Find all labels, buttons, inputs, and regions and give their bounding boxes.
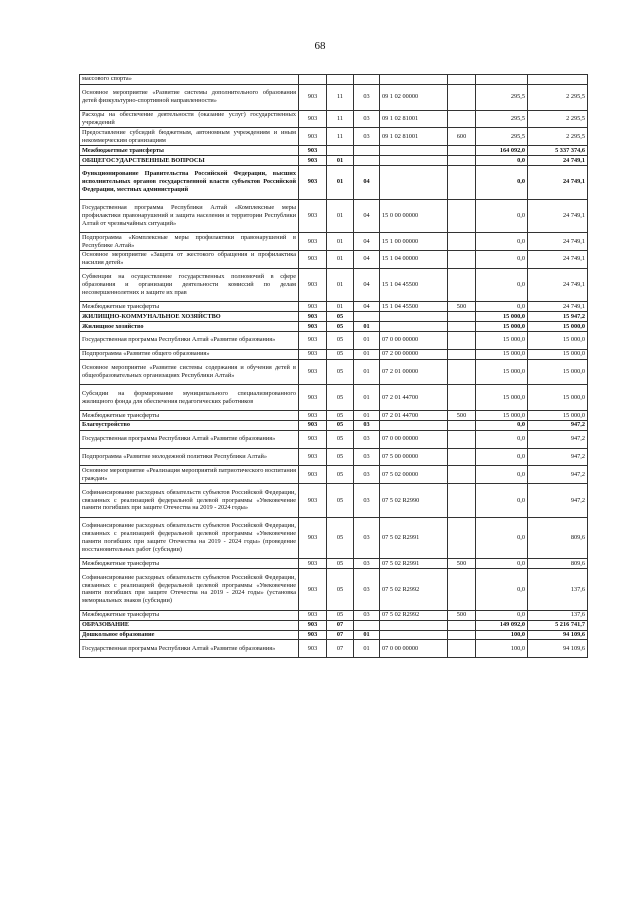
- section-code-cell: 01: [327, 165, 354, 199]
- subsection-code-cell: 01: [354, 359, 380, 385]
- budget-table-body: [80, 75, 588, 658]
- row-name-cell: Основное мероприятие «Защита от жестокого обращения и профилактика насилия детей»: [80, 250, 299, 268]
- ministry-code-cell: 903: [299, 448, 327, 466]
- expense-type-cell: [448, 84, 476, 110]
- section-code-cell: 11: [327, 110, 354, 128]
- target-article-cell: 07 5 02 R2992: [380, 569, 448, 611]
- section-code-cell: 01: [327, 302, 354, 312]
- section-code-cell: 11: [327, 128, 354, 146]
- row-name-cell: Государственная программа Республики Алтай «Развитие образования»: [80, 640, 299, 658]
- expense-type-cell: [448, 385, 476, 411]
- expense-type-cell: [448, 630, 476, 640]
- subsection-code-cell: 04: [354, 302, 380, 312]
- row-name-cell: Основное мероприятие «Развитие системы дополнительного образования детей физкультурно-спортивной направленности»: [80, 84, 299, 110]
- expense-type-cell: [448, 466, 476, 484]
- subsection-code-cell: 03: [354, 484, 380, 518]
- ministry-code-cell: 903: [299, 165, 327, 199]
- table-row: [80, 620, 588, 630]
- amount-change-cell: 0,0: [476, 268, 528, 302]
- expense-type-cell: [448, 569, 476, 611]
- section-code-cell: [327, 146, 354, 156]
- expense-type-cell: [448, 250, 476, 268]
- subsection-code-cell: 04: [354, 199, 380, 233]
- section-code-cell: 11: [327, 84, 354, 110]
- subsection-code-cell: 03: [354, 84, 380, 110]
- subsection-code-cell: 03: [354, 128, 380, 146]
- target-article-cell: [380, 75, 448, 85]
- amount-total-cell: 15 000,0: [528, 322, 588, 332]
- amount-change-cell: 100,0: [476, 630, 528, 640]
- amount-total-cell: 2 295,5: [528, 110, 588, 128]
- section-code-cell: 01: [327, 156, 354, 166]
- amount-change-cell: 0,0: [476, 420, 528, 430]
- ministry-code-cell: 903: [299, 250, 327, 268]
- section-code-cell: 05: [327, 559, 354, 569]
- section-code-cell: 01: [327, 233, 354, 251]
- row-name-cell: ОБРАЗОВАНИЕ: [80, 620, 299, 630]
- subsection-code-cell: 03: [354, 110, 380, 128]
- row-name-cell: Софинансирование расходных обязательств субъектов Российской Федерации, связанных с реализацией федеральной целевой программы «Увековечение памяти погибших при защите Отечества на 2019 - 2024 годы» (проведение восстановительных работ (субсидии): [80, 517, 299, 559]
- table-row: [80, 302, 588, 312]
- target-article-cell: 07 5 02 R2992: [380, 610, 448, 620]
- ministry-code-cell: 903: [299, 312, 327, 322]
- amount-change-cell: 0,0: [476, 559, 528, 569]
- table-row: [80, 156, 588, 166]
- table-row: [80, 610, 588, 620]
- expense-type-cell: [448, 312, 476, 322]
- table-row: [80, 448, 588, 466]
- amount-change-cell: 0,0: [476, 448, 528, 466]
- amount-total-cell: 24 749,1: [528, 302, 588, 312]
- table-row: [80, 569, 588, 611]
- row-name-cell: Софинансирование расходных обязательств субъектов Российской Федерации, связанных с реализацией федеральной целевой программы «Увековечение памяти погибших при защите Отечества на 2019 - 2024 годы» (установка мемориальных знаков (субсидии): [80, 569, 299, 611]
- amount-total-cell: 947,2: [528, 466, 588, 484]
- amount-total-cell: 5 337 374,6: [528, 146, 588, 156]
- section-code-cell: 05: [327, 332, 354, 350]
- target-article-cell: 15 1 04 45500: [380, 268, 448, 302]
- ministry-code-cell: 903: [299, 517, 327, 559]
- row-name-cell: массового спорта»: [80, 75, 299, 85]
- expense-type-cell: [448, 484, 476, 518]
- ministry-code-cell: 903: [299, 420, 327, 430]
- amount-total-cell: 24 749,1: [528, 233, 588, 251]
- row-name-cell: ОБЩЕГОСУДАРСТВЕННЫЕ ВОПРОСЫ: [80, 156, 299, 166]
- table-row: [80, 250, 588, 268]
- amount-change-cell: 0,0: [476, 569, 528, 611]
- subsection-code-cell: 01: [354, 640, 380, 658]
- table-row: [80, 430, 588, 448]
- target-article-cell: 09 1 02 81001: [380, 110, 448, 128]
- expense-type-cell: [448, 640, 476, 658]
- table-row: [80, 359, 588, 385]
- ministry-code-cell: 903: [299, 411, 327, 421]
- amount-change-cell: 0,0: [476, 233, 528, 251]
- row-name-cell: Государственная программа Республики Алтай «Развитие образования»: [80, 332, 299, 350]
- row-name-cell: Межбюджетные трансферты: [80, 302, 299, 312]
- row-name-cell: Расходы на обеспечение деятельности (оказание услуг) государственных учреждений: [80, 110, 299, 128]
- budget-table: [79, 74, 588, 658]
- amount-total-cell: 137,6: [528, 610, 588, 620]
- table-row: [80, 517, 588, 559]
- ministry-code-cell: 903: [299, 349, 327, 359]
- amount-total-cell: 2 295,5: [528, 128, 588, 146]
- row-name-cell: Государственная программа Республики Алтай «Развитие образования»: [80, 430, 299, 448]
- amount-total-cell: 5 216 741,7: [528, 620, 588, 630]
- table-row: [80, 640, 588, 658]
- section-code-cell: 07: [327, 620, 354, 630]
- section-code-cell: 05: [327, 420, 354, 430]
- ministry-code-cell: 903: [299, 466, 327, 484]
- amount-change-cell: 0,0: [476, 250, 528, 268]
- amount-change-cell: 15 000,0: [476, 359, 528, 385]
- subsection-code-cell: 01: [354, 332, 380, 350]
- row-name-cell: Дошкольное образование: [80, 630, 299, 640]
- section-code-cell: 01: [327, 268, 354, 302]
- expense-type-cell: [448, 165, 476, 199]
- amount-change-cell: 295,5: [476, 110, 528, 128]
- amount-total-cell: 24 749,1: [528, 250, 588, 268]
- target-article-cell: 07 2 01 00000: [380, 359, 448, 385]
- table-row: [80, 128, 588, 146]
- table-row: [80, 385, 588, 411]
- section-code-cell: 05: [327, 312, 354, 322]
- section-code-cell: 05: [327, 411, 354, 421]
- ministry-code-cell: 903: [299, 385, 327, 411]
- target-article-cell: 07 5 00 00000: [380, 448, 448, 466]
- expense-type-cell: 500: [448, 411, 476, 421]
- amount-change-cell: 15 000,0: [476, 322, 528, 332]
- table-row: [80, 165, 588, 199]
- row-name-cell: Межбюджетные трансферты: [80, 559, 299, 569]
- subsection-code-cell: 04: [354, 165, 380, 199]
- target-article-cell: 07 2 01 44700: [380, 385, 448, 411]
- target-article-cell: 15 1 00 00000: [380, 233, 448, 251]
- row-name-cell: Предоставление субсидий бюджетным, автономным учреждениям и иным некоммерческим организациям: [80, 128, 299, 146]
- amount-total-cell: 24 749,1: [528, 156, 588, 166]
- amount-change-cell: 15 000,0: [476, 385, 528, 411]
- target-article-cell: 07 0 00 00000: [380, 640, 448, 658]
- amount-total-cell: 809,6: [528, 517, 588, 559]
- amount-change-cell: 15 000,0: [476, 312, 528, 322]
- amount-total-cell: 947,2: [528, 484, 588, 518]
- amount-total-cell: 15 000,0: [528, 349, 588, 359]
- ministry-code-cell: 903: [299, 146, 327, 156]
- section-code-cell: [327, 75, 354, 85]
- target-article-cell: [380, 312, 448, 322]
- amount-change-cell: 15 000,0: [476, 332, 528, 350]
- target-article-cell: 09 1 02 81001: [380, 128, 448, 146]
- subsection-code-cell: [354, 312, 380, 322]
- table-row: [80, 420, 588, 430]
- table-row: [80, 199, 588, 233]
- section-code-cell: 05: [327, 610, 354, 620]
- ministry-code-cell: 903: [299, 199, 327, 233]
- amount-total-cell: 947,2: [528, 430, 588, 448]
- table-row: [80, 110, 588, 128]
- expense-type-cell: [448, 332, 476, 350]
- amount-total-cell: 947,2: [528, 448, 588, 466]
- target-article-cell: 07 2 01 44700: [380, 411, 448, 421]
- row-name-cell: Межбюджетные трансферты: [80, 146, 299, 156]
- expense-type-cell: [448, 620, 476, 630]
- target-article-cell: 15 0 00 00000: [380, 199, 448, 233]
- expense-type-cell: [448, 349, 476, 359]
- amount-total-cell: 15 000,0: [528, 332, 588, 350]
- amount-change-cell: 0,0: [476, 484, 528, 518]
- ministry-code-cell: 903: [299, 630, 327, 640]
- section-code-cell: 05: [327, 359, 354, 385]
- row-name-cell: Подпрограмма «Комплексные меры профилактики правонарушений в Республике Алтай»: [80, 233, 299, 251]
- target-article-cell: 15 1 04 45500: [380, 302, 448, 312]
- subsection-code-cell: 03: [354, 610, 380, 620]
- ministry-code-cell: 903: [299, 322, 327, 332]
- expense-type-cell: [448, 448, 476, 466]
- subsection-code-cell: [354, 146, 380, 156]
- ministry-code-cell: 903: [299, 610, 327, 620]
- table-row: [80, 146, 588, 156]
- ministry-code-cell: 903: [299, 569, 327, 611]
- amount-change-cell: 100,0: [476, 640, 528, 658]
- expense-type-cell: [448, 156, 476, 166]
- amount-total-cell: 94 109,6: [528, 640, 588, 658]
- subsection-code-cell: 03: [354, 466, 380, 484]
- table-row: [80, 268, 588, 302]
- expense-type-cell: [448, 359, 476, 385]
- section-code-cell: 07: [327, 640, 354, 658]
- ministry-code-cell: 903: [299, 302, 327, 312]
- table-row: [80, 466, 588, 484]
- subsection-code-cell: 04: [354, 233, 380, 251]
- amount-change-cell: 164 092,0: [476, 146, 528, 156]
- subsection-code-cell: 01: [354, 630, 380, 640]
- ministry-code-cell: 903: [299, 110, 327, 128]
- table-row: [80, 630, 588, 640]
- row-name-cell: Межбюджетные трансферты: [80, 411, 299, 421]
- amount-change-cell: 0,0: [476, 199, 528, 233]
- subsection-code-cell: 03: [354, 569, 380, 611]
- amount-total-cell: 15 947,2: [528, 312, 588, 322]
- amount-change-cell: 0,0: [476, 610, 528, 620]
- subsection-code-cell: [354, 620, 380, 630]
- expense-type-cell: [448, 233, 476, 251]
- ministry-code-cell: 903: [299, 430, 327, 448]
- table-row: [80, 349, 588, 359]
- amount-total-cell: 809,6: [528, 559, 588, 569]
- subsection-code-cell: 04: [354, 268, 380, 302]
- target-article-cell: [380, 620, 448, 630]
- target-article-cell: [380, 420, 448, 430]
- page-number: 68: [314, 40, 326, 52]
- target-article-cell: [380, 156, 448, 166]
- subsection-code-cell: 03: [354, 559, 380, 569]
- ministry-code-cell: 903: [299, 128, 327, 146]
- amount-change-cell: 15 000,0: [476, 411, 528, 421]
- table-row: [80, 322, 588, 332]
- amount-change-cell: 0,0: [476, 517, 528, 559]
- ministry-code-cell: 903: [299, 332, 327, 350]
- section-code-cell: 05: [327, 569, 354, 611]
- target-article-cell: 07 0 00 00000: [380, 430, 448, 448]
- amount-total-cell: 24 749,1: [528, 165, 588, 199]
- section-code-cell: 05: [327, 448, 354, 466]
- subsection-code-cell: 01: [354, 411, 380, 421]
- row-name-cell: Основное мероприятие «Реализация мероприятий патриотического воспитания граждан»: [80, 466, 299, 484]
- section-code-cell: 05: [327, 517, 354, 559]
- amount-total-cell: 24 749,1: [528, 268, 588, 302]
- table-row: [80, 233, 588, 251]
- subsection-code-cell: 03: [354, 420, 380, 430]
- target-article-cell: 09 1 02 00000: [380, 84, 448, 110]
- expense-type-cell: 600: [448, 128, 476, 146]
- table-row: [80, 332, 588, 350]
- section-code-cell: 05: [327, 349, 354, 359]
- subsection-code-cell: 01: [354, 322, 380, 332]
- amount-total-cell: 137,6: [528, 569, 588, 611]
- amount-total-cell: 15 000,0: [528, 411, 588, 421]
- amount-total-cell: 2 295,5: [528, 84, 588, 110]
- ministry-code-cell: 903: [299, 268, 327, 302]
- subsection-code-cell: 03: [354, 448, 380, 466]
- expense-type-cell: [448, 322, 476, 332]
- ministry-code-cell: [299, 75, 327, 85]
- expense-type-cell: 500: [448, 559, 476, 569]
- amount-change-cell: 0,0: [476, 466, 528, 484]
- table-row: [80, 559, 588, 569]
- target-article-cell: [380, 165, 448, 199]
- amount-change-cell: 295,5: [476, 128, 528, 146]
- section-code-cell: 01: [327, 250, 354, 268]
- target-article-cell: [380, 146, 448, 156]
- expense-type-cell: [448, 146, 476, 156]
- amount-total-cell: 947,2: [528, 420, 588, 430]
- expense-type-cell: [448, 199, 476, 233]
- expense-type-cell: [448, 430, 476, 448]
- amount-total-cell: 94 109,6: [528, 630, 588, 640]
- expense-type-cell: [448, 268, 476, 302]
- amount-change-cell: 149 092,0: [476, 620, 528, 630]
- subsection-code-cell: [354, 156, 380, 166]
- amount-change-cell: [476, 75, 528, 85]
- ministry-code-cell: 903: [299, 84, 327, 110]
- amount-change-cell: 0,0: [476, 165, 528, 199]
- row-name-cell: Основное мероприятие «Развитие системы содержания и обучения детей в общеобразовательных организациях Республики Алтай»: [80, 359, 299, 385]
- section-code-cell: 05: [327, 466, 354, 484]
- amount-total-cell: 15 000,0: [528, 385, 588, 411]
- subsection-code-cell: 01: [354, 385, 380, 411]
- ministry-code-cell: 903: [299, 559, 327, 569]
- expense-type-cell: [448, 110, 476, 128]
- row-name-cell: Жилищное хозяйство: [80, 322, 299, 332]
- target-article-cell: [380, 322, 448, 332]
- subsection-code-cell: 03: [354, 430, 380, 448]
- amount-change-cell: 0,0: [476, 302, 528, 312]
- target-article-cell: 07 5 02 00000: [380, 466, 448, 484]
- amount-change-cell: 0,0: [476, 156, 528, 166]
- row-name-cell: Межбюджетные трансферты: [80, 610, 299, 620]
- row-name-cell: Субвенции на осуществление государственных полномочий в сфере образования и организации деятельности комиссий по делам несовершеннолетних и защите их прав: [80, 268, 299, 302]
- section-code-cell: 07: [327, 630, 354, 640]
- target-article-cell: 07 2 00 00000: [380, 349, 448, 359]
- table-row: [80, 312, 588, 322]
- table-row: [80, 411, 588, 421]
- row-name-cell: ЖИЛИЩНО-КОММУНАЛЬНОЕ ХОЗЯЙСТВО: [80, 312, 299, 322]
- target-article-cell: 07 5 02 R2991: [380, 517, 448, 559]
- table-row: [80, 75, 588, 85]
- expense-type-cell: [448, 420, 476, 430]
- section-code-cell: 05: [327, 484, 354, 518]
- ministry-code-cell: 903: [299, 484, 327, 518]
- row-name-cell: Государственная программа Республики Алтай «Комплексные меры профилактики правонарушений и защита населения и территории Республики Алтай от чрезвычайных ситуаций»: [80, 199, 299, 233]
- target-article-cell: [380, 630, 448, 640]
- target-article-cell: 07 0 00 00000: [380, 332, 448, 350]
- row-name-cell: Функционирование Правительства Российской Федерации, высших исполнительных органов государственной власти субъектов Российской Федерации, местных администраций: [80, 165, 299, 199]
- ministry-code-cell: 903: [299, 233, 327, 251]
- expense-type-cell: 500: [448, 610, 476, 620]
- section-code-cell: 05: [327, 430, 354, 448]
- section-code-cell: 05: [327, 385, 354, 411]
- ministry-code-cell: 903: [299, 620, 327, 630]
- amount-total-cell: 15 000,0: [528, 359, 588, 385]
- row-name-cell: Подпрограмма «Развитие молодежной политики Республики Алтай»: [80, 448, 299, 466]
- target-article-cell: 07 5 02 R2990: [380, 484, 448, 518]
- expense-type-cell: 500: [448, 302, 476, 312]
- subsection-code-cell: 04: [354, 250, 380, 268]
- amount-change-cell: 295,5: [476, 84, 528, 110]
- amount-change-cell: 15 000,0: [476, 349, 528, 359]
- section-code-cell: 01: [327, 199, 354, 233]
- subsection-code-cell: [354, 75, 380, 85]
- section-code-cell: 05: [327, 322, 354, 332]
- ministry-code-cell: 903: [299, 156, 327, 166]
- amount-total-cell: 24 749,1: [528, 199, 588, 233]
- ministry-code-cell: 903: [299, 359, 327, 385]
- ministry-code-cell: 903: [299, 640, 327, 658]
- target-article-cell: 07 5 02 R2991: [380, 559, 448, 569]
- target-article-cell: 15 1 04 00000: [380, 250, 448, 268]
- row-name-cell: Софинансирование расходных обязательств субъектов Российской Федерации, связанных с реализацией федеральной целевой программы «Увековечение памяти погибших при защите Отечества на 2019 - 2024 годы»: [80, 484, 299, 518]
- row-name-cell: Подпрограмма «Развитие общего образования»: [80, 349, 299, 359]
- subsection-code-cell: 01: [354, 349, 380, 359]
- row-name-cell: Субсидии на формирование муниципального специализированного жилищного фонда для обеспечения педагогических работников: [80, 385, 299, 411]
- expense-type-cell: [448, 517, 476, 559]
- table-row: [80, 84, 588, 110]
- table-row: [80, 484, 588, 518]
- amount-change-cell: 0,0: [476, 430, 528, 448]
- row-name-cell: Благоустройство: [80, 420, 299, 430]
- amount-total-cell: [528, 75, 588, 85]
- subsection-code-cell: 03: [354, 517, 380, 559]
- expense-type-cell: [448, 75, 476, 85]
